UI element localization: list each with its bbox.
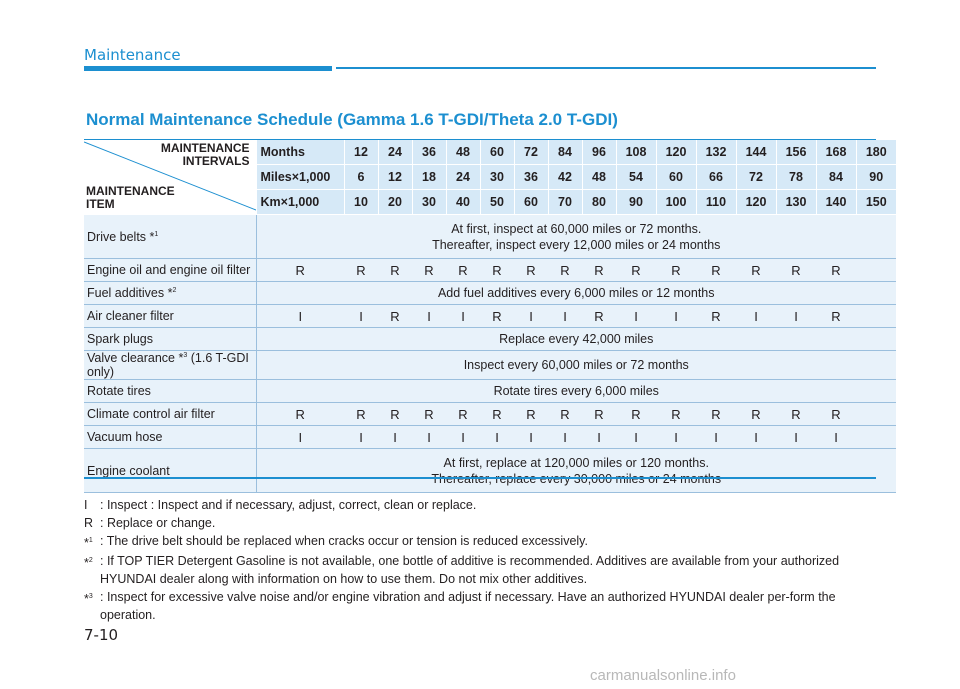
instruction-line2: Thereafter, inspect every 12,000 miles or 24 months xyxy=(432,237,721,252)
item-name: Spark plugs xyxy=(87,332,154,346)
item-name: Fuel additives * xyxy=(87,286,173,300)
maintenance-item xyxy=(84,403,256,426)
interval-value: 36 xyxy=(412,140,446,165)
service-code: I xyxy=(256,426,344,449)
interval-value: 130 xyxy=(776,190,816,215)
interval-value: 60 xyxy=(656,165,696,190)
item-name: Engine oil and engine oil filter xyxy=(87,263,251,277)
maintenance-item xyxy=(84,305,256,328)
note-key xyxy=(84,496,100,514)
header-corner-cell xyxy=(84,140,256,215)
note-text: : If TOP TIER Detergent Gasoline is not available, one bottle of additive is recommended. Additives are available from your authorized HYUNDAI dealer along with information on how to use them. Do not mix other additives. xyxy=(100,554,840,586)
service-code: I xyxy=(446,305,480,328)
note-text: : Inspect for excessive valve noise and/or engine vibration and adjust if necessary. Have an authorized HYUNDAI dealer per-form the operation. xyxy=(100,590,836,622)
maintenance-item xyxy=(84,215,256,259)
interval-value: 48 xyxy=(582,165,616,190)
service-code: R xyxy=(344,259,378,282)
service-code: R xyxy=(816,259,856,282)
service-code: R xyxy=(378,403,412,426)
service-code: R xyxy=(256,403,344,426)
service-code: I xyxy=(514,305,548,328)
legend-note xyxy=(84,588,874,624)
note-key xyxy=(84,588,100,624)
service-code: R xyxy=(548,403,582,426)
service-code: I xyxy=(656,426,696,449)
item-label-line2: ITEM xyxy=(86,197,115,211)
maintenance-item xyxy=(84,328,256,351)
service-code: R xyxy=(656,259,696,282)
item-label xyxy=(86,185,175,211)
interval-value: 60 xyxy=(480,140,514,165)
interval-value: 18 xyxy=(412,165,446,190)
item-name: Climate control air filter xyxy=(87,407,215,421)
interval-value: 66 xyxy=(696,165,736,190)
instruction-line1: At first, inspect at 60,000 miles or 72 months. xyxy=(451,221,702,236)
service-code: I xyxy=(344,305,378,328)
service-code: I xyxy=(256,305,344,328)
service-code-pad xyxy=(856,305,896,328)
instruction-line1: At first, replace at 120,000 miles or 120 months. xyxy=(443,455,709,470)
table-row xyxy=(84,380,896,403)
service-code-pad xyxy=(856,403,896,426)
interval-value: 20 xyxy=(378,190,412,215)
service-code: I xyxy=(696,426,736,449)
note-key-symbol: * xyxy=(84,592,89,606)
service-code: I xyxy=(582,426,616,449)
service-instruction xyxy=(256,449,896,493)
service-instruction xyxy=(256,215,896,259)
service-code: R xyxy=(446,403,480,426)
service-code: R xyxy=(776,259,816,282)
interval-value: 168 xyxy=(816,140,856,165)
maintenance-schedule-table xyxy=(84,140,896,493)
note-key-symbol: * xyxy=(84,536,89,550)
interval-unit: Km×1,000 xyxy=(256,190,344,215)
service-code: R xyxy=(736,259,776,282)
interval-value: 40 xyxy=(446,190,480,215)
note-key xyxy=(84,532,100,552)
service-code: R xyxy=(582,259,616,282)
table-row xyxy=(84,259,896,282)
interval-value: 24 xyxy=(378,140,412,165)
interval-value: 60 xyxy=(514,190,548,215)
service-code: R xyxy=(656,403,696,426)
interval-value: 72 xyxy=(514,140,548,165)
service-instruction: Inspect every 60,000 miles or 72 months xyxy=(256,351,896,380)
table-body xyxy=(84,140,896,493)
interval-value: 80 xyxy=(582,190,616,215)
service-code: I xyxy=(480,426,514,449)
maintenance-item xyxy=(84,282,256,305)
interval-value: 84 xyxy=(548,140,582,165)
interval-value: 180 xyxy=(856,140,896,165)
service-code: I xyxy=(616,426,656,449)
item-suffix: (1.6 T-GDI only) xyxy=(87,351,249,379)
note-key xyxy=(84,514,100,532)
service-code: I xyxy=(548,426,582,449)
note-key-symbol: I xyxy=(84,498,88,512)
table-bottom-rule xyxy=(84,477,876,479)
service-code-pad xyxy=(856,426,896,449)
table-row xyxy=(84,282,896,305)
service-code: R xyxy=(480,403,514,426)
intervals-label-line1: MAINTENANCE xyxy=(160,141,250,155)
service-instruction: Replace every 42,000 miles xyxy=(256,328,896,351)
maintenance-item xyxy=(84,426,256,449)
interval-value: 140 xyxy=(816,190,856,215)
interval-value: 70 xyxy=(548,190,582,215)
legend-note xyxy=(84,532,874,552)
interval-value: 30 xyxy=(480,165,514,190)
service-code: R xyxy=(696,259,736,282)
service-code: I xyxy=(736,426,776,449)
service-code: R xyxy=(816,403,856,426)
service-instruction: Rotate tires every 6,000 miles xyxy=(256,380,896,403)
table-row xyxy=(84,449,896,493)
interval-value: 6 xyxy=(344,165,378,190)
service-code: I xyxy=(446,426,480,449)
interval-unit: Miles×1,000 xyxy=(256,165,344,190)
table-row xyxy=(84,426,896,449)
page-title: Normal Maintenance Schedule (Gamma 1.6 T-GDI/Theta 2.0 T-GDI) xyxy=(86,110,618,129)
service-code: I xyxy=(548,305,582,328)
interval-value: 90 xyxy=(856,165,896,190)
header-row xyxy=(84,140,896,165)
service-code: I xyxy=(736,305,776,328)
note-key-sup: 2 xyxy=(88,557,93,564)
maintenance-table-wrap xyxy=(84,140,887,493)
interval-value: 54 xyxy=(616,165,656,190)
page-number: 7-10 xyxy=(84,626,119,644)
header-rule-thin xyxy=(336,67,876,69)
note-text: : Replace or change. xyxy=(100,516,216,530)
service-code: I xyxy=(656,305,696,328)
interval-value: 108 xyxy=(616,140,656,165)
service-code: R xyxy=(378,259,412,282)
note-key-symbol: * xyxy=(84,556,89,570)
service-code: R xyxy=(480,305,514,328)
interval-value: 132 xyxy=(696,140,736,165)
interval-value: 10 xyxy=(344,190,378,215)
footnote-marker: 3 xyxy=(183,352,188,359)
service-code: R xyxy=(816,305,856,328)
item-name: Rotate tires xyxy=(87,384,151,398)
item-label-line1: MAINTENANCE xyxy=(86,184,175,198)
interval-value: 42 xyxy=(548,165,582,190)
footnote-marker: 1 xyxy=(154,230,159,238)
service-code: R xyxy=(696,403,736,426)
interval-value: 12 xyxy=(344,140,378,165)
service-code: I xyxy=(412,426,446,449)
table-row xyxy=(84,403,896,426)
section-title: Maintenance xyxy=(84,46,181,64)
note-key xyxy=(84,552,100,588)
service-code: R xyxy=(378,305,412,328)
interval-value: 90 xyxy=(616,190,656,215)
table-row xyxy=(84,328,896,351)
service-code: R xyxy=(582,305,616,328)
table-row xyxy=(84,215,896,259)
interval-value: 84 xyxy=(816,165,856,190)
service-code: R xyxy=(776,403,816,426)
service-code: I xyxy=(816,426,856,449)
interval-value: 156 xyxy=(776,140,816,165)
interval-value: 30 xyxy=(412,190,446,215)
service-code: R xyxy=(616,403,656,426)
service-code: R xyxy=(480,259,514,282)
intervals-label-line2: INTERVALS xyxy=(182,154,250,168)
item-name: Air cleaner filter xyxy=(87,309,174,323)
interval-value: 144 xyxy=(736,140,776,165)
table-row xyxy=(84,351,896,380)
interval-value: 36 xyxy=(514,165,548,190)
note-text: : Inspect : Inspect and if necessary, adjust, correct, clean or replace. xyxy=(100,498,477,512)
interval-value: 120 xyxy=(656,140,696,165)
item-name: Drive belts * xyxy=(87,229,155,244)
maintenance-item xyxy=(84,351,256,380)
note-key-symbol: R xyxy=(84,516,94,530)
interval-value: 150 xyxy=(856,190,896,215)
legend-note xyxy=(84,496,874,514)
note-key-sup: 1 xyxy=(88,537,93,544)
service-code: R xyxy=(412,403,446,426)
table-row xyxy=(84,305,896,328)
service-code: R xyxy=(514,403,548,426)
legend-note xyxy=(84,514,874,532)
watermark: carmanualsonline.info xyxy=(590,667,736,684)
service-code: R xyxy=(548,259,582,282)
interval-value: 24 xyxy=(446,165,480,190)
interval-value: 50 xyxy=(480,190,514,215)
interval-value: 96 xyxy=(582,140,616,165)
intervals-label xyxy=(161,142,250,168)
item-name: Valve clearance * xyxy=(87,351,184,365)
service-code: R xyxy=(696,305,736,328)
interval-value: 120 xyxy=(736,190,776,215)
service-code: R xyxy=(256,259,344,282)
service-code: R xyxy=(736,403,776,426)
service-code: R xyxy=(412,259,446,282)
note-text: : The drive belt should be replaced when cracks occur or tension is reduced excessively. xyxy=(100,534,588,548)
header-rule-thick xyxy=(84,66,332,71)
interval-value: 78 xyxy=(776,165,816,190)
maintenance-item xyxy=(84,259,256,282)
legend-note xyxy=(84,552,874,588)
item-name: Vacuum hose xyxy=(87,430,163,444)
service-code: I xyxy=(514,426,548,449)
interval-value: 110 xyxy=(696,190,736,215)
service-code: R xyxy=(344,403,378,426)
service-code: I xyxy=(776,305,816,328)
item-name: Engine coolant xyxy=(87,463,170,478)
interval-value: 48 xyxy=(446,140,480,165)
interval-value: 72 xyxy=(736,165,776,190)
service-code: I xyxy=(616,305,656,328)
service-code: R xyxy=(446,259,480,282)
footnote-marker: 2 xyxy=(172,287,177,294)
interval-value: 12 xyxy=(378,165,412,190)
service-code: I xyxy=(412,305,446,328)
service-code: I xyxy=(776,426,816,449)
interval-value: 100 xyxy=(656,190,696,215)
note-key-sup: 3 xyxy=(88,593,93,600)
service-code: R xyxy=(616,259,656,282)
service-code: I xyxy=(378,426,412,449)
interval-unit: Months xyxy=(256,140,344,165)
service-code: I xyxy=(344,426,378,449)
maintenance-item xyxy=(84,380,256,403)
service-code: R xyxy=(582,403,616,426)
legend-notes xyxy=(84,496,874,624)
service-instruction: Add fuel additives every 6,000 miles or 12 months xyxy=(256,282,896,305)
maintenance-item xyxy=(84,449,256,493)
service-code: R xyxy=(514,259,548,282)
service-code-pad xyxy=(856,259,896,282)
